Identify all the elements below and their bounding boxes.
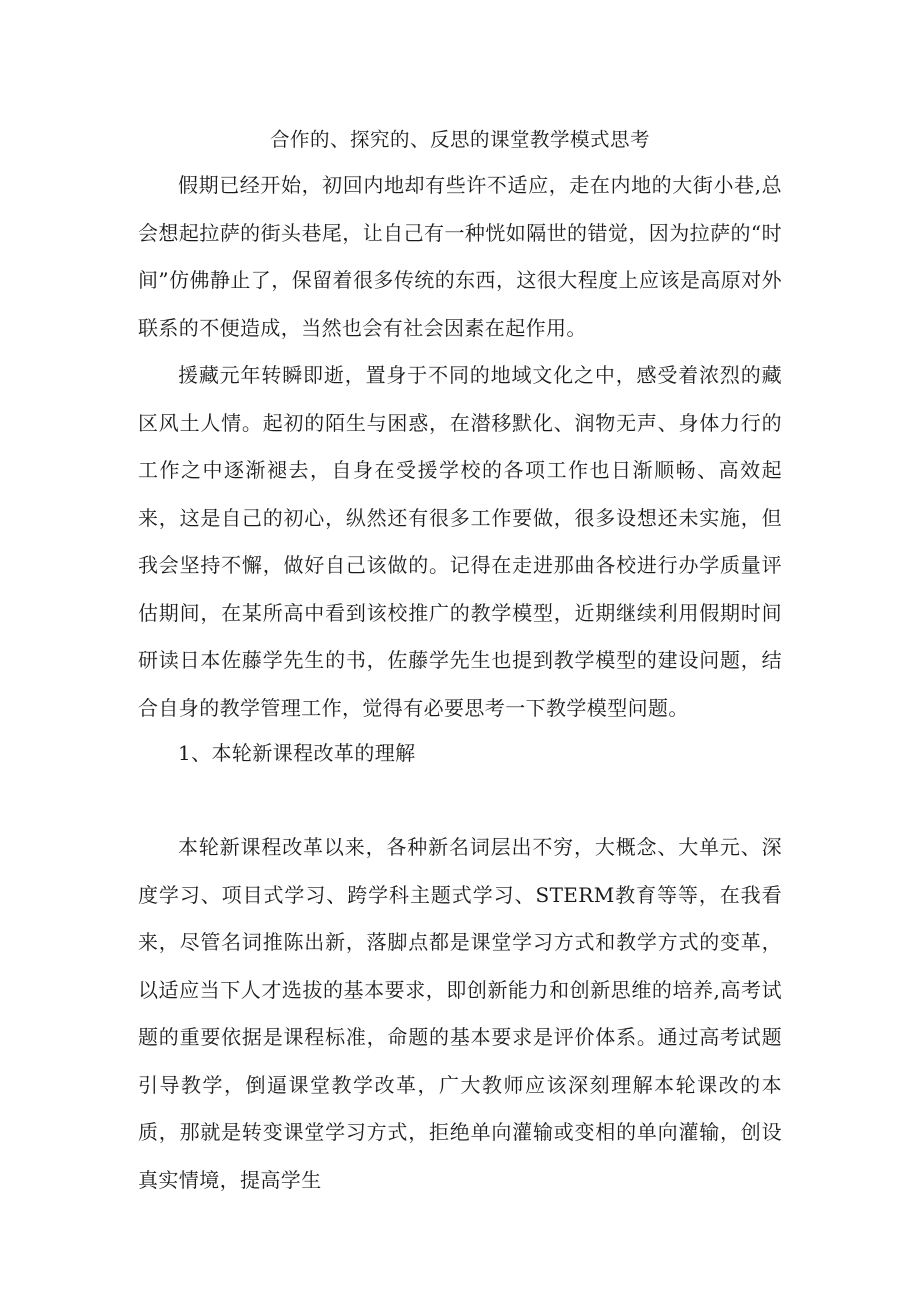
paragraph-curriculum-reform: 本轮新课程改革以来，各种新名词层出不穷，大概念、大单元、深度学习、项目式学习、跨学科主题式学习、STERM教育等等，在我看来，尽管名词推陈出新，落脚点都是课堂学习方式和教学方式的变革，以适应当下人才选拔的基本要求，即创新能力和创新思维的培养,高考试题的重要依据是课程标准，命题的基本要求是评价体系。通过高考试题引导教学，倒逼课堂教学改革，广大教师应该深刻理解本轮课改的本质，那就是转变课堂学习方式，拒绝单向灌输或变相的单向灌输，创设真实情境，提高学生 — [138, 835, 782, 1192]
section-heading: 1、本轮新课程改革的理解 — [178, 741, 416, 765]
paragraph-aid-tibet: 援藏元年转瞬即逝，置身于不同的地域文化之中，感受着浓烈的藏区风土人情。起初的陌生与困惑，在潜移默化、润物无声、身体力行的工作之中逐渐褪去，自身在受援学校的各项工作也日渐顺畅、高效起来，这是自己的初心，纵然还有很多工作要做，很多设想还未实施，但我会坚持不懈，做好自己该做的。记得在走进那曲各校进行办学质量评估期间，在某所高中看到该校推广的教学模型，近期继续利用假期时间研读日本佐藤学先生的书，佐藤学先生也提到教学模型的建设问题，结合自身的教学管理工作，觉得有必要思考一下教学模型问题。 — [138, 363, 782, 720]
document-title: 合作的、探究的、反思的课堂教学模式思考 — [269, 128, 650, 151]
paragraph-intro: 假期已经开始，初回内地却有些许不适应，走在内地的大街小巷,总会想起拉萨的街头巷尾，让自己有一种恍如隔世的错觉，因为拉萨的“时间”仿佛静止了，保留着很多传统的东西，这很大程度上应该是高原对外联系的不便造成，当然也会有社会因素在起作用。 — [138, 173, 782, 340]
